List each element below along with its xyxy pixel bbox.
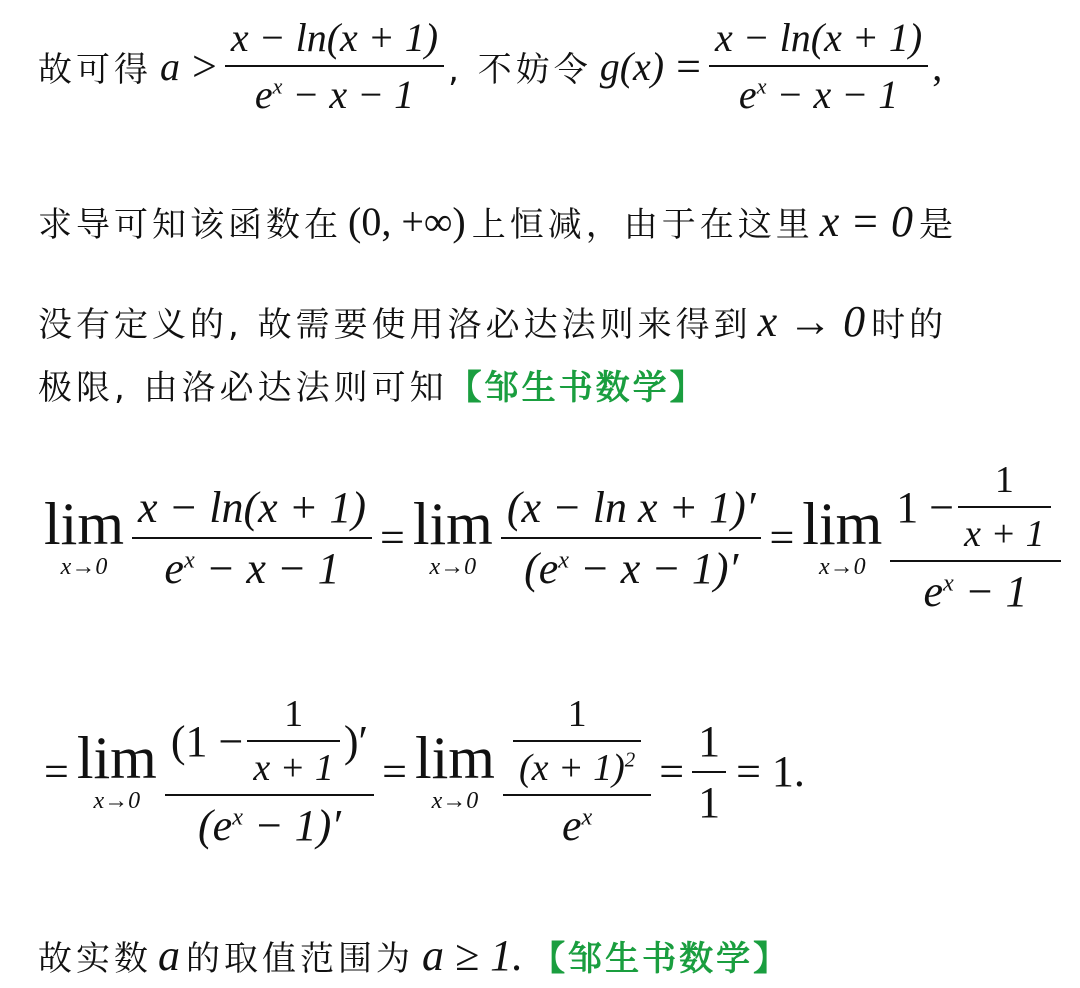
statement-line-2 [38, 196, 957, 247]
equals-sign: = [382, 747, 407, 796]
equals-sign: = [676, 41, 701, 91]
text-part-2: 时的 [871, 305, 948, 345]
fraction-term-3: 1 − $\frac{1}{x + 1}$ $e^x - 1$ [890, 458, 1060, 617]
equals-sign: = [769, 513, 795, 562]
fraction-term-4: (1 − $\frac{1}{x + 1}$ )′ $(e^x - 1)'$ [165, 692, 374, 851]
g-expression: g(x) [599, 43, 665, 89]
text-part-1: 故实数 [38, 939, 152, 979]
watermark-label: 【邹生书数学】 [447, 368, 707, 408]
statement-line-1 [38, 14, 942, 118]
text-middle: , 不妨令 [448, 49, 592, 90]
fraction-numerator: x − ln(x + 1) [714, 15, 923, 60]
condition-x-to-0: x → 0 [757, 297, 866, 346]
interval: (0, +∞) [348, 199, 466, 244]
comma: , [932, 43, 943, 89]
watermark-label: 【邹生书数学】 [531, 939, 791, 979]
limit-operator: lim x→0 [44, 491, 125, 580]
limit-operator: lim x→0 [76, 725, 157, 814]
fraction-g-repeat [709, 14, 928, 118]
statement-line-3 [38, 296, 947, 347]
fraction-g [225, 14, 444, 118]
equals-sign: = [380, 513, 405, 562]
text-part-1: 求导可知该函数在 [38, 205, 342, 245]
fraction-bar [225, 65, 444, 67]
fraction-one-over-one: $\frac{1}{1}$ [692, 716, 726, 828]
fraction-numerator: x − ln(x + 1) [230, 15, 439, 60]
equation-row-1 [40, 458, 1065, 617]
statement-line-4 [38, 360, 707, 409]
equals-sign: = [44, 747, 69, 796]
text-part-1: 没有定义的, 故需要使用洛必达法则来得到 [38, 305, 752, 345]
fraction-term-1: $\frac{x - \ln(x + 1)}{e^x - x - 1}$ [132, 482, 372, 594]
text-prefix: 故可得 [38, 49, 152, 90]
equation-row-2 [40, 692, 805, 851]
fraction-term-2: $\frac{\text{(x − ln x + 1)′}}{(e^x - x - 1)'}$ [501, 482, 762, 594]
condition-a-ge-1: a ≥ 1. [422, 931, 524, 980]
fraction-denominator: $e^x - x - 1$ [254, 72, 415, 117]
text-part-2: 上恒减，由于在这里 [471, 205, 814, 245]
fraction-denominator: $e^x - x - 1$ [738, 72, 899, 117]
var-a: a [160, 43, 180, 89]
result: = 1. [736, 747, 805, 796]
conclusion-line [38, 930, 790, 981]
limit-operator: lim x→0 [412, 491, 493, 580]
limit-operator: lim x→0 [802, 491, 883, 580]
equals-sign: = [659, 747, 685, 796]
fraction-bar [709, 65, 928, 67]
text-part-3: 是 [918, 205, 957, 245]
fraction-term-5: $\frac{\frac{1}{(x + 1)^2}}{e^x}$ [503, 692, 651, 851]
text-part-2: 的取值范围为 [186, 939, 414, 979]
text-part-1: 极限, 由洛必达法则可知 [38, 368, 448, 408]
limit-operator: lim x→0 [414, 725, 495, 814]
var-a: a [158, 931, 180, 980]
condition-x-eq-0: x = 0 [819, 197, 913, 246]
gt-sign: > [192, 41, 217, 91]
